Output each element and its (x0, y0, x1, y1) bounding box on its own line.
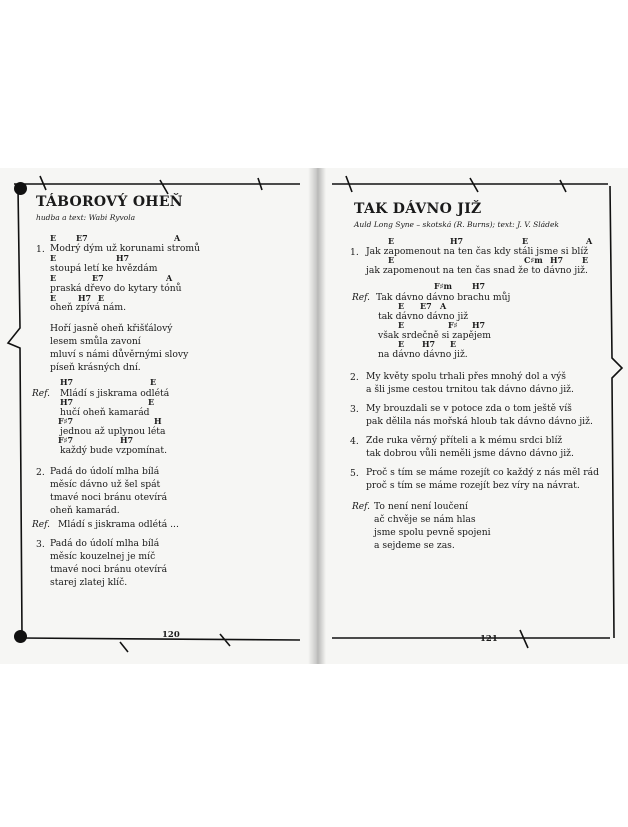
lyric-line: Padá do údolí mlha bílá (50, 466, 160, 477)
verse-number: 5. (350, 468, 359, 479)
lyric-line: měsíc dávno už šel spát (50, 479, 161, 490)
lyric-line: My brouzdali se v potoce zda o tom ještě víš (366, 403, 572, 414)
chord: E (150, 377, 157, 387)
lyric-line: Mládí s jiskrama odlétá ... (58, 519, 179, 530)
lyric-line: Proč s tím se máme rozejít co každý z nás měl rád (366, 467, 600, 478)
chord: H7 (78, 293, 92, 303)
chord: E (50, 253, 57, 263)
book-spread (0, 168, 628, 664)
page-number: 121 (480, 634, 498, 644)
chord: E (582, 255, 589, 265)
lyric-line: oheň kamarád. (50, 505, 120, 516)
chord: H7 (472, 320, 486, 330)
chord: A (174, 233, 181, 243)
lyric-line: hučí oheň kamarád (60, 407, 150, 418)
verse-number: 1. (36, 244, 45, 255)
chord: H7 (550, 255, 564, 265)
song-credits: hudba a text: Wabi Ryvola (36, 213, 136, 222)
lyric-line: praská dřevo do kytary tónů (50, 283, 182, 294)
lyric-line: Zde ruka věrný příteli a k mému srdci blíž (366, 435, 563, 446)
lyric-line: však srdečně si zapějem (378, 330, 491, 341)
chord: F♯ (448, 320, 458, 330)
left-page (0, 168, 314, 664)
lyric-line: každý bude vzpomínat. (60, 445, 168, 456)
verse-number: 4. (350, 436, 359, 447)
lyric-line: tak dobrou vůli neměli jsme dávno dávno již. (366, 448, 574, 459)
chord: E (98, 293, 105, 303)
refrain-label: Ref. (352, 502, 370, 512)
chord: H7 (120, 435, 134, 445)
refrain-label: Ref. (32, 389, 50, 399)
lyric-line: a sejdeme se zas. (374, 540, 455, 551)
lyric-line: pak dělila nás mořská hloub tak dávno dávno již. (366, 416, 593, 427)
chord: E (50, 293, 57, 303)
lyric-line: tmavé noci bránu otevírá (50, 492, 168, 503)
lyric-line: proč s tím se máme rozejít bez víry na návrat. (366, 480, 580, 491)
chord: F♯7 (58, 416, 74, 426)
lyric-line: jak zapomenout na ten čas snad že to dávno již. (366, 265, 588, 276)
lyric-line: ač chvěje se nám hlas (374, 514, 476, 525)
chord: E (388, 255, 395, 265)
chord: H7 (60, 397, 74, 407)
lyric-line: mluví s námi důvěrnými slovy (50, 349, 189, 360)
chord: E (50, 273, 57, 283)
lyric-line: tak dávno dávno již (378, 311, 469, 322)
chord: E (398, 339, 405, 349)
lyric-line: tmavé noci bránu otevírá (50, 564, 168, 575)
chord: C♯m (524, 255, 543, 265)
chord: A (440, 301, 447, 311)
lyric-line: Jak zapomenout na ten čas kdy stáli jsme si blíž (366, 246, 589, 257)
chord: H7 (60, 377, 74, 387)
lyric-line: To není není loučení (374, 501, 468, 512)
verse-number: 2. (36, 467, 45, 478)
page-number: 120 (162, 630, 180, 640)
chord: E (522, 236, 529, 246)
chord: F♯m (434, 281, 453, 291)
lyric-line: oheň zpívá nám. (50, 302, 126, 313)
chord: F♯7 (58, 435, 74, 445)
chord: E7 (76, 233, 88, 243)
lyric-line: měsíc kouzelnej je míč (50, 551, 156, 562)
chord: H7 (450, 236, 464, 246)
chord: E (398, 320, 405, 330)
verse-number: 2. (350, 372, 359, 383)
right-page (314, 168, 628, 664)
chord: E7 (420, 301, 432, 311)
refrain-label: Ref. (32, 520, 50, 530)
refrain-label: Ref. (352, 293, 370, 303)
lyric-line: Hoří jasně oheň křišťálový (50, 323, 173, 334)
lyric-line: Modrý dým už korunami stromů (50, 243, 201, 254)
verse-number: 3. (350, 404, 359, 415)
chord: E7 (92, 273, 104, 283)
lyric-line: My květy spolu trhali přes mnohý dol a výš (366, 371, 566, 382)
chord: E (398, 301, 405, 311)
lyric-line: Mládí s jiskrama odlétá (60, 388, 170, 399)
song-title: TAK DÁVNO JIŽ (354, 201, 482, 217)
chord: E (450, 339, 457, 349)
chord: A (586, 236, 593, 246)
song-title: TÁBOROVÝ OHEŇ (36, 194, 183, 210)
lyric-line: jednou až uplynou léta (60, 426, 166, 437)
lyric-line: jsme spolu pevně spojeni (374, 527, 491, 538)
chord: H7 (422, 339, 436, 349)
chord: H7 (472, 281, 486, 291)
chord: A (166, 273, 173, 283)
lyric-line: Padá do údolí mlha bílá (50, 538, 160, 549)
song-credits: Auld Long Syne – skotská (R. Burns); text: J. V. Sládek (354, 220, 559, 229)
chord: H (154, 416, 162, 426)
lyric-line: Tak dávno dávno brachu můj (376, 292, 511, 303)
lyric-line: lesem smůla zavoní (50, 336, 141, 347)
chord: H7 (116, 253, 130, 263)
lyric-line: stoupá letí ke hvězdám (50, 263, 158, 274)
chord: E (50, 233, 57, 243)
lyric-line: starej zlatej klíč. (50, 577, 128, 588)
verse-number: 1. (350, 247, 359, 258)
lyric-line: píseň krásných dní. (50, 362, 141, 373)
lyric-line: a šli jsme cestou trnitou tak dávno dávno již. (366, 384, 574, 395)
chord: E (388, 236, 395, 246)
lyric-line: na dávno dávno již. (378, 349, 468, 360)
chord: E (148, 397, 155, 407)
verse-number: 3. (36, 539, 45, 550)
